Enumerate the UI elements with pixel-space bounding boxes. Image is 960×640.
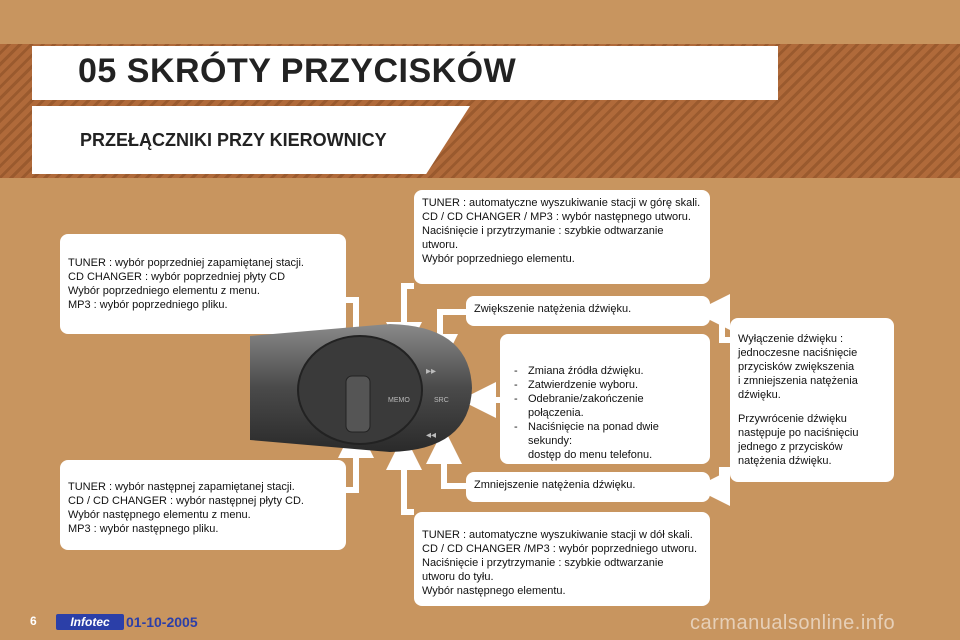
page-number: 6 xyxy=(30,614,37,628)
arrow-tuner-down xyxy=(404,452,414,512)
memo-label: MEMO xyxy=(388,397,410,404)
arrow-mute-down xyxy=(712,470,730,488)
forward-icon: ▸▸ xyxy=(426,366,437,377)
src-list: - Zmiana źródła dźwięku. - Zatwierdzenie wyboru. - Odebranie/zakończenie połączenia. - Naciśnięcie na ponad dwie sekundy: xyxy=(508,364,702,448)
box-volume-down: Zmniejszenie natężenia dźwięku. xyxy=(466,472,710,502)
page-title: 05 SKRÓTY PRZYCISKÓW xyxy=(78,52,517,90)
box-tuner-down: TUNER : automatyczne wyszukiwanie stacji w dół skali. CD / CD CHANGER /MP3 : wybór poprzedniego utworu. Naciśnięcie i przytrzymanie : szybkie odtwarzanie utworu do tyłu. Wybór następnego elementu. xyxy=(414,512,710,606)
watermark: carmanualsonline.info xyxy=(690,612,896,634)
memo-roller xyxy=(346,376,370,432)
src-label: SRC xyxy=(434,397,449,404)
arrow-mute-up xyxy=(712,312,730,340)
infotec-logo: Infotec xyxy=(56,614,124,630)
box-tuner-prev: TUNER : wybór poprzedniej zapamiętanej stacji. CD CHANGER : wybór poprzedniej płyty CD Wybór poprzedniego elementu z menu. MP3 : wybór poprzedniego pliku. xyxy=(60,234,346,334)
box-tuner-next: TUNER : wybór następnej zapamiętanej stacji. CD / CD CHANGER : wybór następnej płyty CD. Wybór następnego elementu z menu. MP3 : wybór następnego pliku. xyxy=(60,460,346,550)
box-src: - Zmiana źródła dźwięku. - Zatwierdzenie wyboru. - Odebranie/zakończenie połączenia. - Naciśnięcie na ponad dwie sekundy: dostęp do menu telefonu. xyxy=(500,334,710,464)
steering-stalk-illustration xyxy=(250,316,478,460)
box-mute: Wyłączenie dźwięku : jednoczesne naciśnięcie przycisków zwiększenia i zmniejszenia natężenia dźwięku. Przywrócenie dźwięku następuje po naciśnięciu jednego z przycisków natężenia dźwięku. xyxy=(730,318,894,482)
box-tuner-up: TUNER : automatyczne wyszukiwanie stacji w górę skali. CD / CD CHANGER / MP3 : wybór następnego utworu. Naciśnięcie i przytrzymanie : szybkie odtwarzanie utworu. Wybór poprzedniego elementu. xyxy=(414,190,710,284)
section-title: PRZEŁĄCZNIKI PRZY KIEROWNICY xyxy=(80,130,387,150)
box-volume-up: Zwiększenie natężenia dźwięku. xyxy=(466,296,710,326)
rewind-icon: ◂◂ xyxy=(426,430,437,441)
edition-date: 01-10-2005 xyxy=(126,614,198,630)
